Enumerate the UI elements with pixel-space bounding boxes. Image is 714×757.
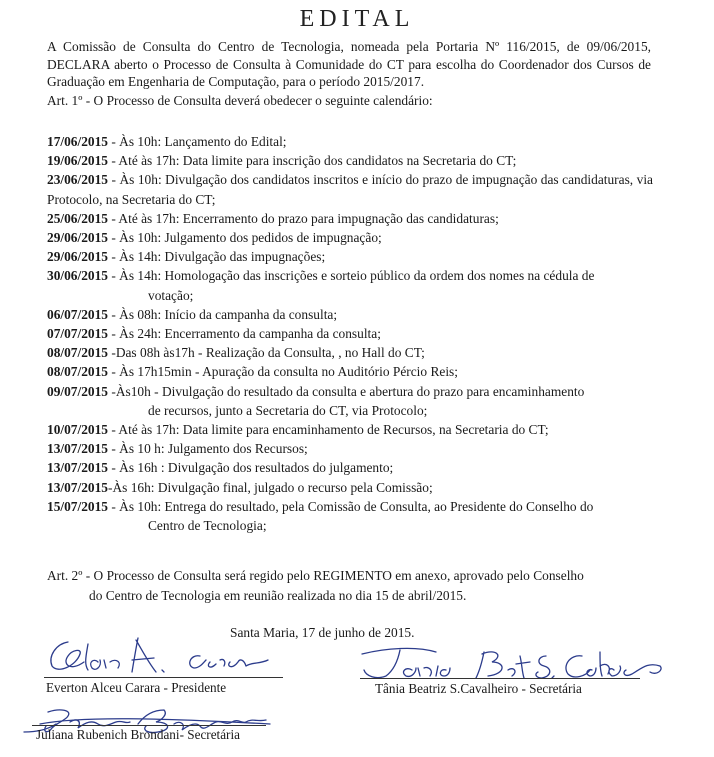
schedule-item bbox=[47, 382, 653, 401]
schedule-item-continuation: votação; bbox=[148, 287, 194, 303]
schedule-item bbox=[47, 132, 653, 151]
schedule-text: -Às10h - Divulgação do resultado da consulta e abertura do prazo para encaminhamento bbox=[108, 383, 585, 399]
intro-paragraph: A Comissão de Consulta do Centro de Tecnologia, nomeada pela Portaria Nº 116/2015, de 09/06/2015, DECLARA aberto o Processo de Consulta à Comunidade do CT para escolha do Coordenador dos Cursos de Graduação em Engenharia de Computação, para o período 2015/2017. bbox=[47, 39, 651, 90]
schedule-text: - Às 10h: Divulgação dos candidatos inscritos e início do prazo de impugnação das candidaturas, via Protocolo, na Secretaria do CT; bbox=[47, 172, 653, 207]
schedule-date: 23/06/2015 bbox=[47, 172, 109, 188]
article-2 bbox=[47, 566, 653, 605]
schedule-date: 07/07/2015 bbox=[47, 326, 109, 342]
schedule-date: 13/07/2015 bbox=[47, 460, 109, 476]
schedule-date: 15/07/2015 bbox=[47, 498, 109, 514]
schedule-item-continuation: Centro de Tecnologia; bbox=[148, 518, 267, 534]
article-1: Art. 1º - O Processo de Consulta deverá obedecer o seguinte calendário: bbox=[47, 93, 433, 108]
article-2-line: Art. 2º - O Processo de Consulta será regido pelo REGIMENTO em anexo, aprovado pelo Conselho bbox=[47, 568, 584, 583]
schedule-text: - Às 14h: Divulgação das impugnações; bbox=[108, 249, 326, 265]
schedule-item bbox=[47, 362, 653, 381]
article-2-line: do Centro de Tecnologia em reunião realizada no dia 15 de abril/2015. bbox=[89, 587, 467, 603]
schedule-item bbox=[47, 458, 653, 477]
signature-line bbox=[44, 677, 283, 678]
signature-line bbox=[32, 725, 266, 726]
schedule-text: - Às 24h: Encerramento da campanha da consulta; bbox=[108, 326, 381, 342]
schedule-item bbox=[47, 420, 653, 439]
schedule-item-continuation: de recursos, junto a Secretaria do CT, via Protocolo; bbox=[148, 402, 428, 418]
schedule-item bbox=[47, 209, 653, 228]
schedule-item bbox=[47, 478, 653, 497]
schedule-date: 25/06/2015 bbox=[47, 210, 109, 226]
schedule-list bbox=[47, 132, 653, 535]
schedule-text: - Às 16h : Divulgação dos resultados do julgamento; bbox=[108, 460, 394, 476]
schedule-item bbox=[47, 439, 653, 458]
schedule-item bbox=[47, 151, 653, 170]
document-title: EDITAL bbox=[299, 6, 415, 32]
schedule-item bbox=[47, 324, 653, 343]
schedule-text: -Das 08h às17h - Realização da Consulta, , no Hall do CT; bbox=[108, 345, 425, 361]
schedule-item bbox=[47, 497, 653, 516]
schedule-text: - Às 14h: Homologação das inscrições e sorteio público da ordem dos nomes na cédula de bbox=[108, 268, 595, 284]
signature-everton bbox=[40, 632, 280, 678]
schedule-date: 29/06/2015 bbox=[47, 230, 109, 246]
schedule-text: - Às 08h: Início da campanha da consulta; bbox=[108, 306, 338, 322]
schedule-text: - Até às 17h: Data limite para encaminhamento de Recursos, na Secretaria do CT; bbox=[108, 422, 549, 438]
schedule-date: 13/07/2015 bbox=[47, 479, 109, 495]
signatory-name: Tânia Beatriz S.Cavalheiro - Secretária bbox=[375, 681, 582, 696]
schedule-text: - Às 10h: Julgamento dos pedidos de impugnação; bbox=[108, 230, 382, 246]
schedule-text: - Até às 17h: Encerramento do prazo para impugnação das candidaturas; bbox=[108, 210, 499, 226]
schedule-date: 10/07/2015 bbox=[47, 422, 109, 438]
schedule-date: 08/07/2015 bbox=[47, 364, 109, 380]
schedule-text: - Até às 17h: Data limite para inscrição dos candidatos na Secretaria do CT; bbox=[108, 153, 517, 169]
schedule-item bbox=[47, 228, 653, 247]
schedule-date: 13/07/2015 bbox=[47, 441, 109, 457]
schedule-date: 17/06/2015 bbox=[47, 134, 109, 149]
schedule-item bbox=[47, 343, 653, 362]
schedule-item bbox=[47, 170, 653, 208]
schedule-item bbox=[47, 266, 653, 285]
schedule-date: 30/06/2015 bbox=[47, 268, 109, 284]
schedule-item bbox=[47, 305, 653, 324]
schedule-text: - Às 10h: Lançamento do Edital; bbox=[108, 134, 287, 149]
schedule-text: - Às 17h15min - Apuração da consulta no Auditório Pércio Reis; bbox=[108, 364, 458, 380]
signatory-name: Juliana Rubenich Brondani- Secretária bbox=[36, 727, 240, 742]
schedule-date: 29/06/2015 bbox=[47, 249, 109, 265]
schedule-date: 06/07/2015 bbox=[47, 306, 109, 322]
place-and-date: Santa Maria, 17 de junho de 2015. bbox=[230, 625, 415, 640]
schedule-date: 09/07/2015 bbox=[47, 383, 109, 399]
schedule-date: 19/06/2015 bbox=[47, 153, 109, 169]
schedule-text: - Às 10 h: Julgamento dos Recursos; bbox=[108, 441, 308, 457]
signature-line bbox=[360, 678, 640, 679]
signatory-name: Everton Alceu Carara - Presidente bbox=[46, 680, 227, 695]
schedule-date: 08/07/2015 bbox=[47, 345, 109, 361]
schedule-text: - Às 10h: Entrega do resultado, pela Comissão de Consulta, ao Presidente do Conselho do bbox=[108, 498, 594, 514]
schedule-item bbox=[47, 247, 653, 266]
schedule-text: -Às 16h: Divulgação final, julgado o recurso pela Comissão; bbox=[108, 479, 433, 495]
